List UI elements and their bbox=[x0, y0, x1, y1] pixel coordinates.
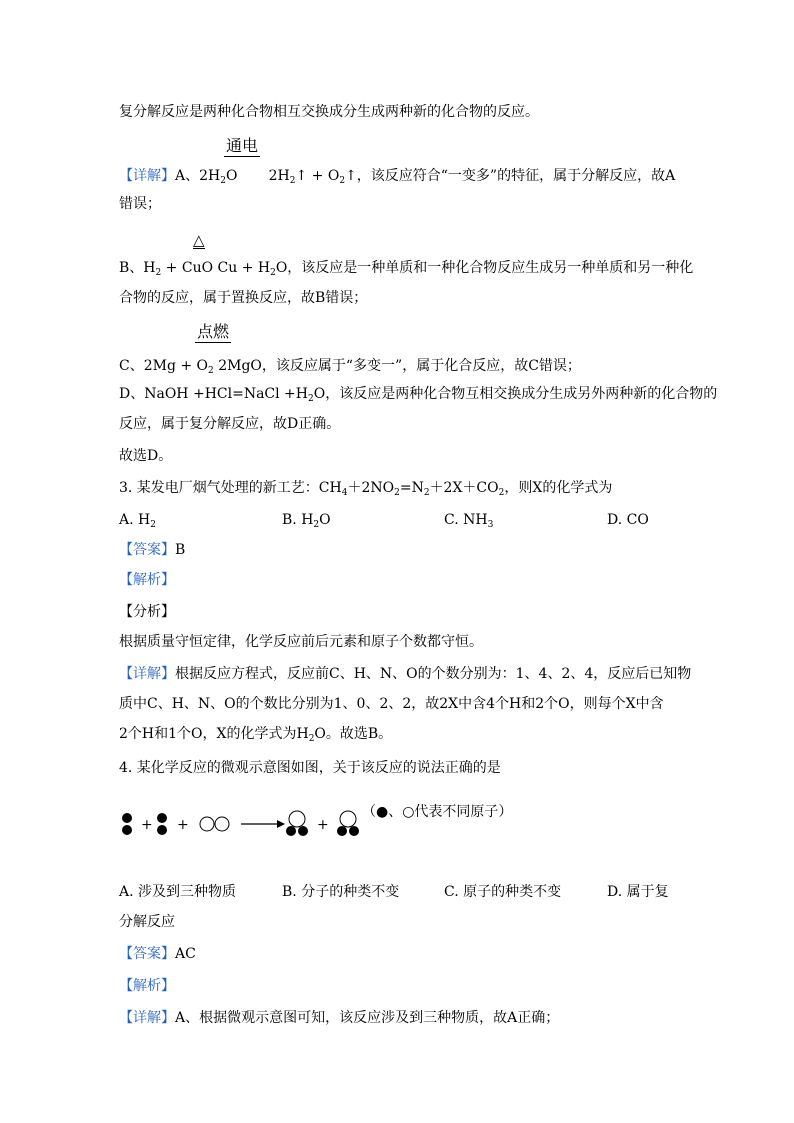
q4-option-a: A. 涉及到三种物质 bbox=[119, 884, 237, 900]
black-atom bbox=[286, 826, 296, 836]
black-atom bbox=[157, 825, 167, 835]
detail-B-line2: 合物的反应，属于置换反应，故B错误； bbox=[119, 290, 368, 306]
black-atom bbox=[298, 826, 308, 836]
black-atom bbox=[349, 826, 359, 836]
black-atom bbox=[157, 813, 167, 823]
diagram-legend: （●、○代表不同原子） bbox=[362, 804, 513, 820]
q3-option-b: B. $H_2O$ bbox=[282, 512, 331, 530]
detail-B-line1: B、$H_2$ + CuO $Cu + H_2O$，该反应是一种单质和一种化合物反应生成另一种单质和另一种化 bbox=[119, 260, 694, 278]
q4-option-b: B. 分子的种类不变 bbox=[282, 884, 400, 900]
q3-fenxi-label: 【分析】 bbox=[119, 604, 175, 620]
choose-D: 故选D。 bbox=[119, 448, 173, 464]
condition-electricity: 通电 bbox=[226, 136, 259, 155]
detail-D-line2: 反应，属于复分解反应，故D正确。 bbox=[119, 416, 341, 432]
q3-detail-3: 2个H和1个O，X的化学式为$H_2O$。故选B。 bbox=[119, 726, 393, 744]
q3-option-c: C. $NH_3$ bbox=[444, 512, 494, 530]
plus-sign: + bbox=[317, 817, 329, 833]
q3-detail-2: 质中C、H、N、O的个数比分别为1、0、2、2，故2X中含4个H和2个O，则每个X中含 bbox=[119, 696, 664, 712]
detail-A-line: 【详解】A、$2H_2O$ $2H_2↑$ + $O_2↑$，该反应符合“一变多”的特征，属于分解反应，故A bbox=[119, 168, 676, 186]
q3-answer: 【答案】B bbox=[119, 542, 186, 558]
plus-sign: + bbox=[177, 817, 189, 833]
white-atom bbox=[200, 817, 214, 831]
q4-option-d-cont: 分解反应 bbox=[119, 914, 175, 930]
q3-option-d: D. CO bbox=[607, 512, 649, 528]
detail-D-line1: D、NaOH +HCl=NaCl $+H_2O$，该反应是两种化合物互相交换成分生成另外两种新的化合物的 bbox=[119, 386, 718, 404]
q3-fenxi: 根据质量守恒定律，化学反应前后元素和原子个数都守恒。 bbox=[119, 634, 483, 650]
black-atom bbox=[122, 813, 132, 823]
q4-answer: 【答案】AC bbox=[119, 946, 196, 962]
black-atom bbox=[122, 825, 132, 835]
detail-C-line: C、$2Mg + O_2$ 2MgO，该反应属于“多变一”，属于化合反应，故C错误； bbox=[119, 358, 581, 376]
intro-text: 复分解反应是两种化合物相互交换成分生成两种新的化合物的反应。 bbox=[119, 104, 539, 120]
plus-sign: + bbox=[141, 817, 153, 833]
q4-option-c: C. 原子的种类不变 bbox=[444, 884, 562, 900]
detail-label: 【详解】 bbox=[119, 168, 175, 184]
question-4: 4. 某化学反应的微观示意图如图，关于该反应的说法正确的是 bbox=[119, 760, 501, 776]
q4-option-d: D. 属于复 bbox=[607, 884, 669, 900]
white-atom bbox=[289, 811, 305, 827]
q3-option-a: A. $H_2$ bbox=[119, 512, 156, 530]
q4-analysis-label: 【解析】 bbox=[119, 978, 175, 994]
condition-ignite: 点燃 bbox=[197, 322, 230, 341]
white-atom bbox=[215, 817, 229, 831]
q4-detail: 【详解】A、根据微观示意图可知，该反应涉及到三种物质，故A正确； bbox=[119, 1010, 560, 1026]
arrow-head bbox=[277, 820, 285, 828]
q3-analysis-label: 【解析】 bbox=[119, 572, 175, 588]
reaction-svg bbox=[119, 800, 639, 850]
condition-heat: △ bbox=[193, 231, 205, 249]
black-atom bbox=[337, 826, 347, 836]
white-atom bbox=[340, 811, 356, 827]
detail-A-end: 错误； bbox=[119, 196, 161, 212]
reaction-diagram bbox=[119, 800, 639, 854]
question-3: 3. 某发电厂烟气处理的新工艺：$CH_4+2NO_2=N_2+2X+CO_2$，则X的化学式为 bbox=[119, 480, 613, 498]
q3-detail-1: 【详解】根据反应方程式，反应前C、H、N、O的个数分别为：1、4、2、4，反应后已知物 bbox=[119, 666, 692, 682]
